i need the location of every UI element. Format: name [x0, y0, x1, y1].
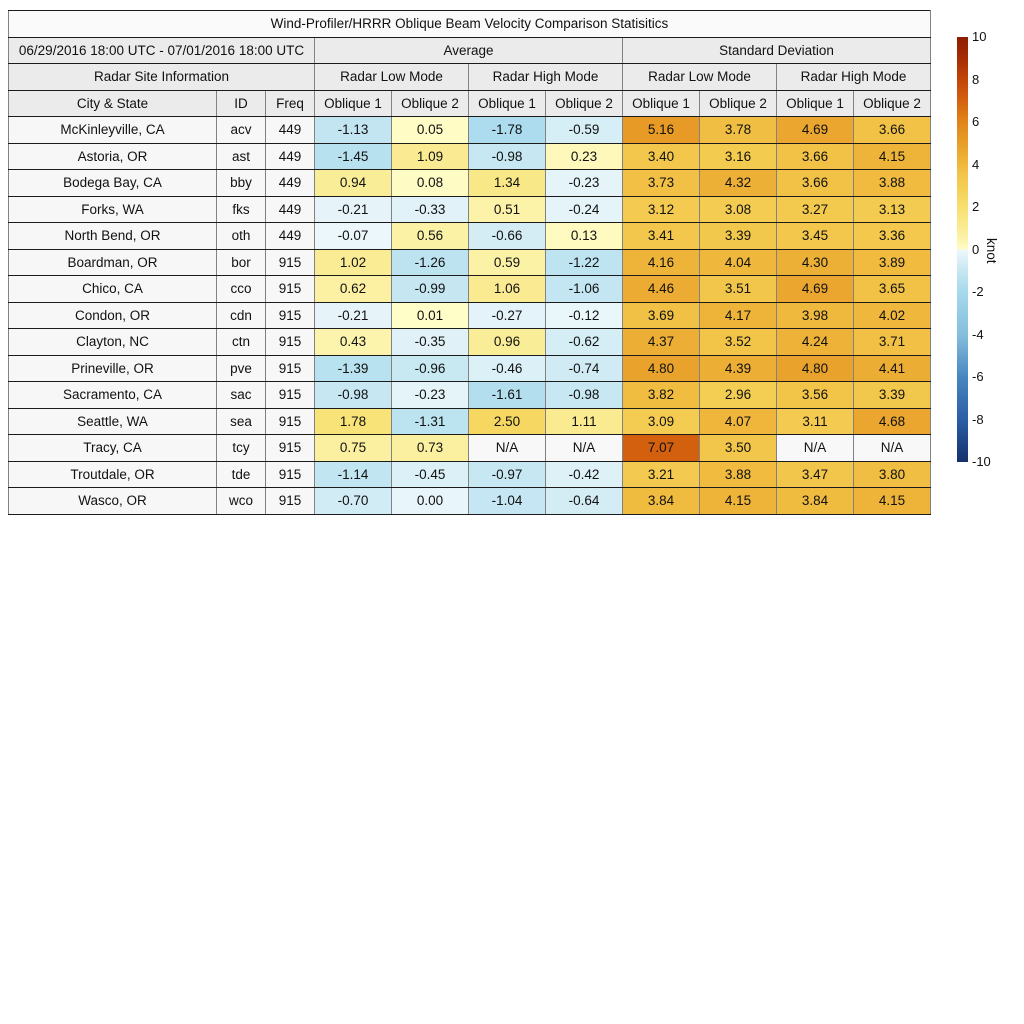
id-cell: acv [217, 117, 266, 144]
freq-cell: 915 [266, 355, 315, 382]
column-header-row [9, 90, 931, 117]
value-cell: 0.96 [469, 329, 546, 356]
freq-cell: 915 [266, 488, 315, 515]
value-cell: -0.62 [546, 329, 623, 356]
city-cell: Troutdale, OR [9, 461, 217, 488]
col-header-avg-low-oblique2: Oblique 2 [392, 90, 469, 117]
value-cell: -0.74 [546, 355, 623, 382]
city-cell: Astoria, OR [9, 143, 217, 170]
value-cell: -1.26 [392, 249, 469, 276]
value-cell: -0.66 [469, 223, 546, 250]
colorbar-tick-label: 8 [972, 71, 980, 87]
value-cell: 4.24 [777, 329, 854, 356]
value-cell: 3.98 [777, 302, 854, 329]
value-cell: 3.84 [623, 488, 700, 515]
avg-high-mode-header: Radar High Mode [469, 64, 623, 91]
title-row [9, 11, 931, 38]
value-cell: 3.16 [700, 143, 777, 170]
value-cell: 4.69 [777, 117, 854, 144]
value-cell: -1.45 [315, 143, 392, 170]
value-cell: -1.39 [315, 355, 392, 382]
freq-cell: 915 [266, 461, 315, 488]
value-cell: 4.41 [854, 355, 931, 382]
city-cell: Wasco, OR [9, 488, 217, 515]
value-cell: 3.78 [700, 117, 777, 144]
value-cell: N/A [469, 435, 546, 462]
table-body [9, 117, 931, 515]
id-cell: cco [217, 276, 266, 303]
value-cell: 1.34 [469, 170, 546, 197]
id-cell: tde [217, 461, 266, 488]
value-cell: 3.41 [623, 223, 700, 250]
colorbar-tick-label: -2 [972, 284, 984, 299]
value-cell: N/A [854, 435, 931, 462]
site-info-header: Radar Site Information [9, 64, 315, 91]
id-cell: tcy [217, 435, 266, 462]
value-cell: 4.16 [623, 249, 700, 276]
value-cell: 3.82 [623, 382, 700, 409]
value-cell: 3.84 [777, 488, 854, 515]
value-cell: -0.46 [469, 355, 546, 382]
value-cell: -0.70 [315, 488, 392, 515]
col-header-std-high-oblique1: Oblique 1 [777, 90, 854, 117]
id-cell: wco [217, 488, 266, 515]
city-cell: Forks, WA [9, 196, 217, 223]
freq-cell: 915 [266, 382, 315, 409]
col-header-std-low-oblique2: Oblique 2 [700, 90, 777, 117]
avg-low-mode-header: Radar Low Mode [315, 64, 469, 91]
value-cell: 2.50 [469, 408, 546, 435]
value-cell: -1.04 [469, 488, 546, 515]
value-cell: 3.45 [777, 223, 854, 250]
table-row [9, 117, 931, 144]
value-cell: -0.24 [546, 196, 623, 223]
colorbar-tick-label: 6 [972, 114, 980, 129]
value-cell: 0.08 [392, 170, 469, 197]
city-cell: Sacramento, CA [9, 382, 217, 409]
value-cell: -0.21 [315, 196, 392, 223]
id-cell: sac [217, 382, 266, 409]
city-cell: McKinleyville, CA [9, 117, 217, 144]
value-cell: N/A [777, 435, 854, 462]
value-cell: 4.37 [623, 329, 700, 356]
id-cell: sea [217, 408, 266, 435]
value-cell: 0.00 [392, 488, 469, 515]
value-cell: -1.78 [469, 117, 546, 144]
value-cell: -0.98 [546, 382, 623, 409]
freq-cell: 915 [266, 249, 315, 276]
value-cell: 4.39 [700, 355, 777, 382]
table-row [9, 382, 931, 409]
table-row [9, 329, 931, 356]
id-cell: oth [217, 223, 266, 250]
period-cell: 06/29/2016 18:00 UTC - 07/01/2016 18:00 UTC [9, 37, 315, 64]
id-cell: cdn [217, 302, 266, 329]
col-header-avg-high-oblique1: Oblique 1 [469, 90, 546, 117]
table-row [9, 196, 931, 223]
freq-cell: 915 [266, 329, 315, 356]
col-header-city: City & State [9, 90, 217, 117]
value-cell: 3.66 [777, 170, 854, 197]
freq-cell: 915 [266, 276, 315, 303]
value-cell: 3.80 [854, 461, 931, 488]
city-cell: Tracy, CA [9, 435, 217, 462]
col-header-freq: Freq [266, 90, 315, 117]
value-cell: -0.96 [392, 355, 469, 382]
value-cell: 4.15 [854, 143, 931, 170]
value-cell: -0.98 [315, 382, 392, 409]
table-row [9, 302, 931, 329]
freq-cell: 449 [266, 117, 315, 144]
value-cell: -1.06 [546, 276, 623, 303]
value-cell: -0.45 [392, 461, 469, 488]
group-header-average: Average [315, 37, 623, 64]
value-cell: -1.61 [469, 382, 546, 409]
value-cell: 1.11 [546, 408, 623, 435]
colorbar-tick-label: 10 [972, 29, 987, 44]
col-header-id: ID [217, 90, 266, 117]
freq-cell: 915 [266, 302, 315, 329]
value-cell: 4.30 [777, 249, 854, 276]
value-cell: 3.08 [700, 196, 777, 223]
table-row [9, 223, 931, 250]
city-cell: North Bend, OR [9, 223, 217, 250]
id-cell: ast [217, 143, 266, 170]
value-cell: -0.33 [392, 196, 469, 223]
value-cell: 3.52 [700, 329, 777, 356]
value-cell: 3.47 [777, 461, 854, 488]
table-row [9, 276, 931, 303]
colorbar [957, 37, 968, 462]
value-cell: -0.21 [315, 302, 392, 329]
colorbar-tick-label: 4 [972, 156, 980, 172]
value-cell: -0.42 [546, 461, 623, 488]
colorbar-tick-label: -10 [972, 454, 991, 469]
value-cell: 3.65 [854, 276, 931, 303]
city-cell: Boardman, OR [9, 249, 217, 276]
value-cell: 4.02 [854, 302, 931, 329]
value-cell: 3.21 [623, 461, 700, 488]
col-header-avg-high-oblique2: Oblique 2 [546, 90, 623, 117]
table-row [9, 408, 931, 435]
city-cell: Condon, OR [9, 302, 217, 329]
colorbar-tick-label: -4 [972, 326, 984, 342]
group-header-row [9, 37, 931, 64]
city-cell: Clayton, NC [9, 329, 217, 356]
colorbar-tick-label: 0 [972, 241, 980, 257]
value-cell: 4.04 [700, 249, 777, 276]
value-cell: 0.59 [469, 249, 546, 276]
value-cell: 0.23 [546, 143, 623, 170]
city-cell: Chico, CA [9, 276, 217, 303]
value-cell: 5.16 [623, 117, 700, 144]
value-cell: 4.07 [700, 408, 777, 435]
value-cell: 0.94 [315, 170, 392, 197]
table-row [9, 461, 931, 488]
freq-cell: 449 [266, 223, 315, 250]
value-cell: -0.23 [546, 170, 623, 197]
group-header-stddev: Standard Deviation [623, 37, 931, 64]
value-cell: 3.51 [700, 276, 777, 303]
value-cell: 3.13 [854, 196, 931, 223]
value-cell: 3.12 [623, 196, 700, 223]
value-cell: 4.15 [700, 488, 777, 515]
id-cell: bby [217, 170, 266, 197]
value-cell: -1.22 [546, 249, 623, 276]
value-cell: 4.69 [777, 276, 854, 303]
value-cell: -1.31 [392, 408, 469, 435]
std-high-mode-header: Radar High Mode [777, 64, 931, 91]
table-row [9, 488, 931, 515]
value-cell: 4.46 [623, 276, 700, 303]
stats-table [8, 10, 931, 515]
freq-cell: 915 [266, 408, 315, 435]
id-cell: bor [217, 249, 266, 276]
value-cell: -0.12 [546, 302, 623, 329]
value-cell: 7.07 [623, 435, 700, 462]
value-cell: 3.71 [854, 329, 931, 356]
value-cell: 4.80 [623, 355, 700, 382]
table-row [9, 170, 931, 197]
id-cell: ctn [217, 329, 266, 356]
freq-cell: 915 [266, 435, 315, 462]
value-cell: N/A [546, 435, 623, 462]
col-header-std-high-oblique2: Oblique 2 [854, 90, 931, 117]
value-cell: 1.78 [315, 408, 392, 435]
col-header-avg-low-oblique1: Oblique 1 [315, 90, 392, 117]
value-cell: -0.59 [546, 117, 623, 144]
value-cell: 3.69 [623, 302, 700, 329]
colorbar-tick-label: 2 [972, 199, 980, 214]
value-cell: 4.32 [700, 170, 777, 197]
table-row [9, 435, 931, 462]
value-cell: -1.14 [315, 461, 392, 488]
value-cell: 3.27 [777, 196, 854, 223]
value-cell: -0.27 [469, 302, 546, 329]
freq-cell: 449 [266, 170, 315, 197]
value-cell: -1.13 [315, 117, 392, 144]
value-cell: 1.02 [315, 249, 392, 276]
table-row [9, 249, 931, 276]
freq-cell: 449 [266, 196, 315, 223]
value-cell: 3.39 [854, 382, 931, 409]
value-cell: 0.05 [392, 117, 469, 144]
value-cell: -0.97 [469, 461, 546, 488]
freq-cell: 449 [266, 143, 315, 170]
value-cell: 3.39 [700, 223, 777, 250]
colorbar-tick-label: -8 [972, 411, 984, 427]
city-cell: Seattle, WA [9, 408, 217, 435]
value-cell: -0.07 [315, 223, 392, 250]
colorbar-unit-label: knot [984, 238, 999, 264]
value-cell: -0.64 [546, 488, 623, 515]
col-header-std-low-oblique1: Oblique 1 [623, 90, 700, 117]
value-cell: 0.43 [315, 329, 392, 356]
value-cell: 4.68 [854, 408, 931, 435]
value-cell: 0.73 [392, 435, 469, 462]
value-cell: 3.88 [700, 461, 777, 488]
value-cell: 3.73 [623, 170, 700, 197]
city-cell: Bodega Bay, CA [9, 170, 217, 197]
colorbar-tick-label: -6 [972, 369, 984, 384]
value-cell: 0.75 [315, 435, 392, 462]
id-cell: pve [217, 355, 266, 382]
value-cell: 0.62 [315, 276, 392, 303]
value-cell: -0.98 [469, 143, 546, 170]
value-cell: 3.36 [854, 223, 931, 250]
value-cell: 4.80 [777, 355, 854, 382]
value-cell: 4.15 [854, 488, 931, 515]
value-cell: 3.09 [623, 408, 700, 435]
value-cell: -0.99 [392, 276, 469, 303]
value-cell: 3.66 [777, 143, 854, 170]
value-cell: 2.96 [700, 382, 777, 409]
value-cell: -0.23 [392, 382, 469, 409]
value-cell: 1.09 [392, 143, 469, 170]
std-low-mode-header: Radar Low Mode [623, 64, 777, 91]
value-cell: 0.56 [392, 223, 469, 250]
value-cell: -0.35 [392, 329, 469, 356]
id-cell: fks [217, 196, 266, 223]
page-title: Wind-Profiler/HRRR Oblique Beam Velocity Comparison Statisitics [9, 11, 931, 38]
value-cell: 4.17 [700, 302, 777, 329]
value-cell: 3.56 [777, 382, 854, 409]
value-cell: 0.01 [392, 302, 469, 329]
table-row [9, 355, 931, 382]
value-cell: 3.89 [854, 249, 931, 276]
value-cell: 3.11 [777, 408, 854, 435]
value-cell: 3.40 [623, 143, 700, 170]
mode-header-row [9, 64, 931, 91]
value-cell: 1.06 [469, 276, 546, 303]
value-cell: 0.13 [546, 223, 623, 250]
table-row [9, 143, 931, 170]
value-cell: 3.66 [854, 117, 931, 144]
value-cell: 3.50 [700, 435, 777, 462]
value-cell: 3.88 [854, 170, 931, 197]
city-cell: Prineville, OR [9, 355, 217, 382]
value-cell: 0.51 [469, 196, 546, 223]
